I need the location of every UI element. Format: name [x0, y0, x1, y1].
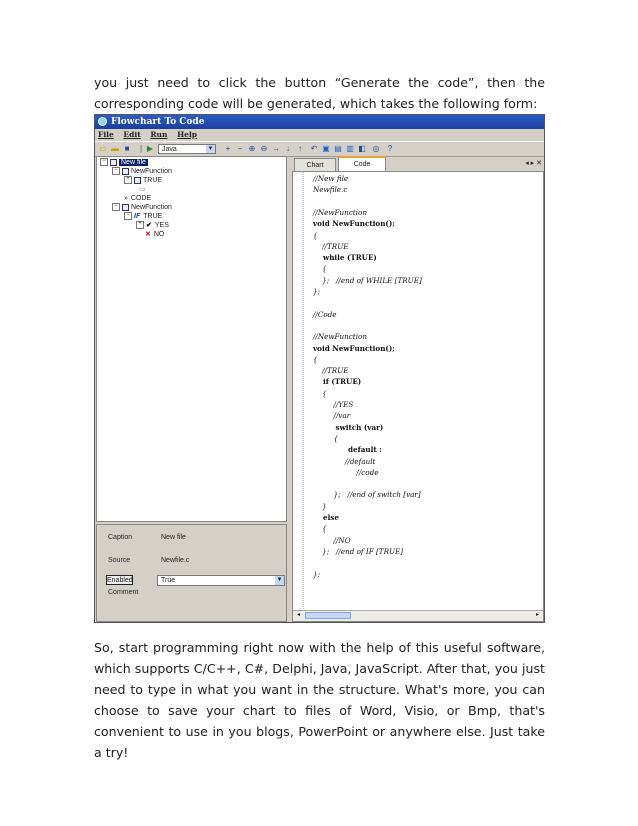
arrow-down-icon[interactable]: ↓ [286, 144, 290, 153]
function-icon [122, 204, 129, 211]
window-title: Flowchart To Code [111, 117, 205, 127]
code-line: //default [313, 456, 376, 466]
code-line: { [313, 433, 339, 443]
code-line: }; //end of switch [var] [313, 490, 421, 500]
tree-label: NewFunction [131, 168, 172, 175]
code-line: //NewFunction [313, 207, 367, 217]
collapse-icon[interactable]: − [124, 212, 132, 220]
separator-icon: | [139, 144, 143, 153]
code-line: { [313, 354, 318, 364]
bmp-icon[interactable]: ▥ [346, 144, 354, 153]
function-icon [122, 168, 129, 175]
code-line: //code [313, 467, 379, 477]
arrow-up-icon[interactable]: ↑ [298, 144, 302, 153]
outro-paragraph: So, start programming right now with the help of this useful software, which supports C/C++, C#, Delphi, Java, JavaScript. After that, you just need to type in what you want in the structure. What's more, you can choose to save your chart to files of Word, Visio, or Bmp, that's convenient to use in you blogs, PowerPoint or anywhere else. Just take a try! [94, 640, 545, 760]
tree-node-function[interactable] [112, 167, 172, 176]
tree-root-label: New file [121, 159, 146, 166]
if-keyword: IF [134, 213, 141, 220]
arrow-right-icon[interactable]: → [272, 144, 280, 153]
scroll-thumb[interactable] [305, 612, 351, 619]
tree-node-function[interactable] [112, 203, 172, 212]
run-icon[interactable]: ▶ [146, 144, 154, 153]
tree-node-true[interactable] [124, 176, 162, 185]
code-line: //NO [313, 535, 351, 545]
property-panel [96, 524, 287, 622]
expand-icon[interactable]: + [124, 176, 132, 184]
collapse-icon[interactable]: − [112, 203, 120, 211]
check-icon: ✔ [146, 222, 152, 229]
collapse-icon[interactable]: − [112, 167, 120, 175]
menu-bar [95, 129, 544, 141]
remove-icon[interactable]: − [237, 144, 243, 153]
code-gutter [293, 172, 304, 611]
code-line: }; //end of WHILE [TRUE] [313, 275, 422, 285]
code-line: }; [313, 287, 320, 296]
generate-code-icon[interactable]: ◧ [358, 144, 366, 153]
code-line: else [313, 513, 339, 522]
enabled-select[interactable] [157, 575, 285, 586]
tab-code[interactable]: Code [338, 156, 386, 171]
code-line: { [313, 524, 327, 534]
code-line: void NewFunction(); [313, 343, 395, 353]
tab-left-icon[interactable]: ◂ [525, 160, 529, 167]
scroll-left-icon[interactable]: ◂ [296, 612, 300, 618]
scroll-right-icon[interactable]: ▸ [535, 612, 539, 618]
chevron-down-icon[interactable]: ▼ [276, 577, 283, 583]
code-line: //New file [313, 174, 349, 183]
code-line: switch (var) [313, 422, 384, 432]
save-icon[interactable]: ■ [124, 144, 130, 153]
menu-file[interactable]: File [98, 130, 114, 139]
code-line: } [313, 501, 327, 511]
new-file-icon[interactable]: ▭ [99, 144, 107, 153]
tree-label: NO [153, 231, 165, 238]
code-view[interactable] [292, 171, 544, 622]
code-line: if (TRUE) [313, 377, 362, 387]
code-arrow-icon: » [124, 195, 128, 202]
tree-label: TRUE [143, 213, 163, 220]
code-line: //var [313, 411, 351, 421]
tree-node-yes[interactable] [136, 221, 169, 230]
loop-icon [134, 177, 141, 184]
flowchart-app-screenshot [94, 114, 545, 623]
enabled-label[interactable]: Enabled [107, 577, 133, 584]
code-line: //YES [313, 400, 354, 409]
source-value[interactable]: Newfile.c [161, 557, 190, 564]
tree-node-root[interactable] [100, 158, 148, 167]
code-line: //TRUE [313, 366, 349, 376]
code-line: //NewFunction [313, 332, 367, 342]
code-line: }; //end of IF [TRUE] [313, 546, 404, 556]
tree-node-if[interactable] [124, 212, 162, 221]
tree-label: YES [154, 222, 169, 229]
tab-strip [291, 155, 544, 171]
word-icon[interactable]: ▣ [322, 144, 330, 153]
open-folder-icon[interactable]: ▬ [111, 144, 119, 153]
zoom-out-icon[interactable]: ⊖ [260, 144, 268, 153]
visio-icon[interactable]: ▤ [334, 144, 342, 153]
tab-nav [525, 159, 542, 167]
close-icon[interactable]: ✕ [536, 160, 542, 167]
empty-block-icon: ▭ [139, 186, 146, 193]
title-bar [95, 115, 544, 129]
settings-icon[interactable]: ◎ [372, 144, 380, 153]
menu-run[interactable]: Run [150, 130, 168, 139]
menu-help[interactable]: Help [177, 130, 198, 139]
menu-edit[interactable]: Edit [123, 130, 141, 139]
code-line: { [313, 264, 327, 274]
expand-icon[interactable]: + [136, 221, 144, 229]
app-icon [98, 117, 107, 126]
source-label: Source [108, 557, 131, 564]
collapse-icon[interactable]: − [100, 158, 108, 166]
tree-node-no[interactable] [145, 230, 164, 239]
code-line: }; [313, 569, 320, 579]
horizontal-scrollbar[interactable] [293, 610, 543, 621]
enabled-value: True [161, 577, 176, 584]
code-line: //Code [313, 309, 337, 319]
tree-node-code[interactable] [124, 194, 151, 203]
chevron-down-icon[interactable]: ▼ [207, 146, 214, 152]
language-value: Java [162, 146, 177, 153]
code-line: { [313, 230, 318, 240]
cross-icon: ✕ [145, 231, 151, 238]
file-icon [110, 159, 117, 166]
tree-label: CODE [130, 195, 152, 202]
tree-label: NewFunction [131, 204, 172, 211]
tree-node-empty[interactable] [139, 185, 146, 194]
caption-value[interactable]: New file [161, 534, 186, 541]
code-line: default : [313, 445, 382, 455]
undo-icon[interactable]: ↶ [310, 144, 318, 153]
comment-label: Comment [108, 589, 139, 596]
code-line: { [313, 388, 327, 398]
code-line: //TRUE [313, 241, 349, 251]
intro-paragraph: you just need to click the button “Generate the code”, then the corresponding code will be generated, which takes the following form: [94, 75, 545, 111]
help-icon[interactable]: ? [387, 144, 393, 153]
add-icon[interactable]: + [225, 144, 231, 153]
code-line: Newfile.c [313, 185, 348, 195]
language-select[interactable] [158, 144, 216, 154]
tree-label: TRUE [143, 177, 163, 184]
code-line: while (TRUE) [313, 253, 377, 263]
code-line: void NewFunction(); [313, 219, 395, 229]
caption-label: Caption [108, 534, 133, 541]
zoom-in-icon[interactable]: ⊕ [248, 144, 256, 153]
structure-tree [96, 156, 287, 522]
tab-right-icon[interactable]: ▸ [530, 160, 535, 167]
tab-chart[interactable]: Chart [294, 158, 336, 171]
